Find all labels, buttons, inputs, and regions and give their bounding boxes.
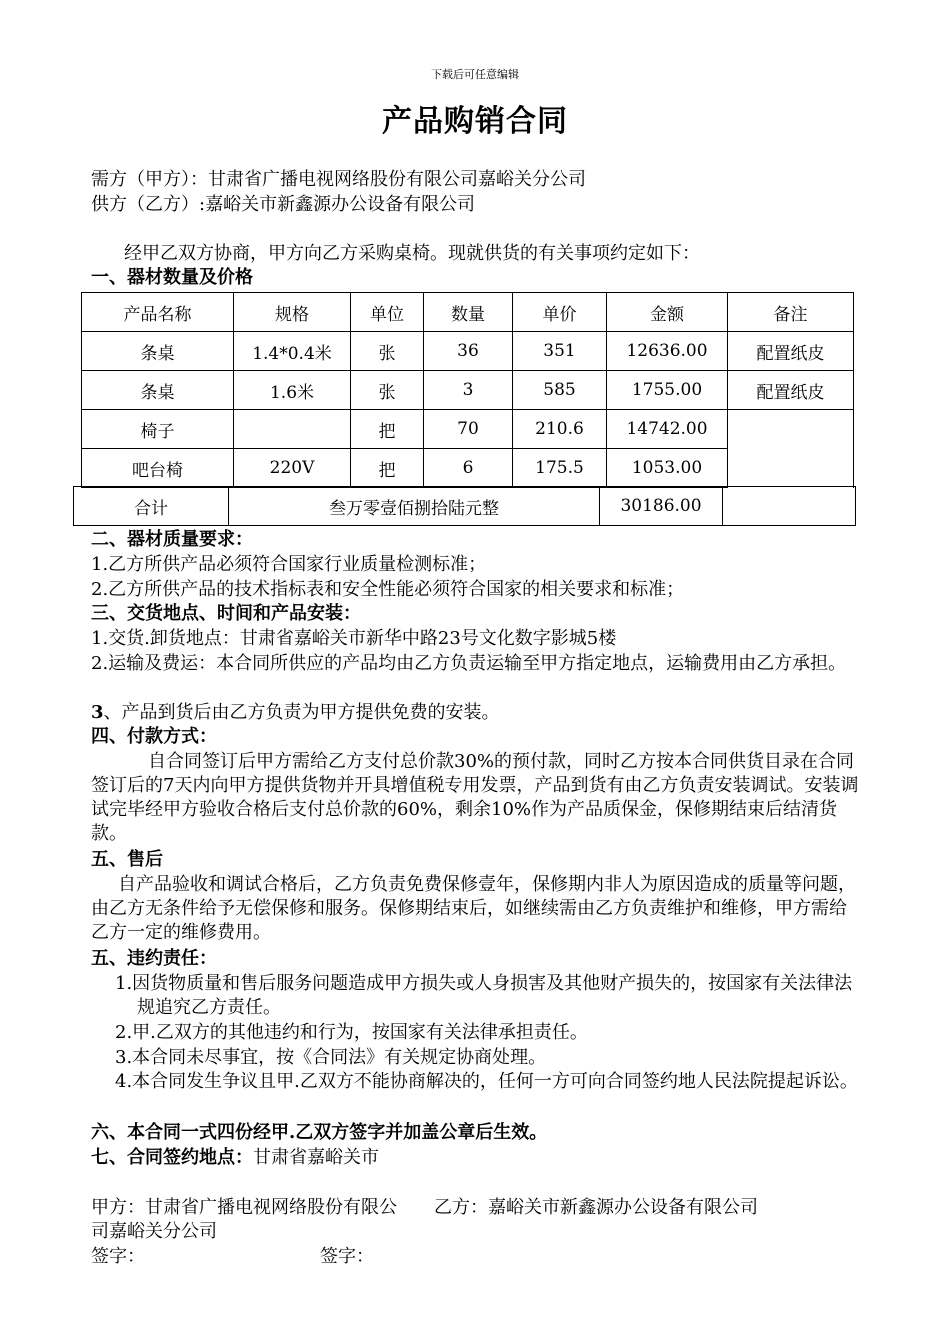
list-item: 3.本合同未尽事宜，按《合同法》有关规定协商处理。 <box>115 1047 547 1068</box>
section-2-title: 二、器材质量要求： <box>91 529 253 550</box>
total-label: 合计 <box>74 487 229 525</box>
header-note: 下载后可任意编辑 <box>431 68 519 81</box>
table-cell: 吧台椅 <box>82 449 234 488</box>
section-1-title: 一、器材数量及价格 <box>91 267 253 288</box>
header-cell: 规格 <box>234 293 351 332</box>
table-cell: 条桌 <box>82 371 234 410</box>
table-cell <box>728 410 854 449</box>
table-cell: 1.4*0.4米 <box>234 332 351 371</box>
table-cell: 220V <box>234 449 351 488</box>
table-cell: 70 <box>424 410 513 449</box>
table-cell: 12636.00 <box>607 332 728 371</box>
header-cell: 备注 <box>728 293 854 332</box>
table-cell: 张 <box>351 332 424 371</box>
list-item: 1.因货物质量和售后服务问题造成甲方损失或人身损害及其他财产损失的，按国家有关法律法规追究乙方责任。 <box>115 973 853 1018</box>
table-cell <box>728 449 854 488</box>
table-cell: 把 <box>351 449 424 488</box>
table-header-row <box>82 293 854 332</box>
table-cell: 36 <box>424 332 513 371</box>
table-cell: 1755.00 <box>607 371 728 410</box>
party-a-name: 甲方：甘肃省广播电视网络股份有限公司嘉峪关分公司 <box>91 1197 397 1242</box>
table-cell: 配置纸皮 <box>728 371 854 410</box>
intro-paragraph: 经甲乙双方协商，甲方向乙方采购桌椅。现就供货的有关事项约定如下： <box>124 243 700 264</box>
list-item: 1.乙方所供产品必须符合国家行业质量检测标准； <box>91 554 487 575</box>
header-cell: 产品名称 <box>82 293 234 332</box>
list-item: 2.乙方所供产品的技术指标表和安全性能必须符合国家的相关要求和标准； <box>91 579 685 600</box>
header-cell: 单位 <box>351 293 424 332</box>
table-cell: 175.5 <box>513 449 607 488</box>
list-item: 2.甲.乙双方的其他违约和行为，按国家有关法律承担责任。 <box>115 1022 588 1043</box>
header-cell: 数量 <box>424 293 513 332</box>
table-cell <box>234 410 351 449</box>
list-item: 4.本合同发生争议且甲.乙双方不能协商解决的，任何一方可向合同签约地人民法院提起诉讼。 <box>115 1071 858 1092</box>
list-item <box>91 701 500 725</box>
table-cell: 1053.00 <box>607 449 728 488</box>
table-cell: 3 <box>424 371 513 410</box>
signing-place-label: 七、合同签约地点： <box>91 1147 253 1168</box>
table-cell: 6 <box>424 449 513 488</box>
total-in-words: 叁万零壹佰捌拾陆元整 <box>229 487 600 525</box>
items-table <box>81 292 854 488</box>
section-4-title: 四、付款方式： <box>91 726 217 747</box>
table-row <box>82 449 854 488</box>
header-cell: 单价 <box>513 293 607 332</box>
table-cell: 椅子 <box>82 410 234 449</box>
section-7-title: 六、本合同一式四份经甲.乙双方签字并加盖公章后生效。 <box>91 1122 548 1143</box>
payment-paragraph: 自合同签订后甲方需给乙方支付总价款30%的预付款，同时乙方按本合同供货目录在合同签订后的7天内向甲方提供货物并开具增值税专用发票，产品到货有由乙方负责安装调试。安装调试完毕经甲方验收合格后支付总价款的60%，剩余10%作为产品质保金，保修期结束后结清货款。 <box>91 751 859 844</box>
table-row <box>82 410 854 449</box>
after-sales-paragraph: 自产品验收和调试合格后，乙方负责免费保修壹年，保修期内非人为原因造成的质量等问题，由乙方无条件给予无偿保修和服务。保修期结束后，如继续需由乙方负责维护和维修，甲方需给乙方一定的维修费用。 <box>91 874 856 943</box>
section-3-title: 三、交货地点、时间和产品安装： <box>91 603 361 624</box>
party-b-name: 乙方：嘉峪关市新鑫源办公设备有限公司 <box>434 1197 758 1218</box>
party-a-signature: 签字： <box>91 1246 145 1267</box>
table-cell: 配置纸皮 <box>728 332 854 371</box>
document-title: 产品购销合同 <box>382 104 568 139</box>
signing-place-line <box>91 1146 379 1170</box>
section-6-title: 五、违约责任： <box>91 948 217 969</box>
item-text: 、产品到货后由乙方负责为甲方提供免费的安装。 <box>103 702 500 723</box>
table-row <box>82 332 854 371</box>
table-cell: 210.6 <box>513 410 607 449</box>
signing-place-value: 甘肃省嘉峪关市 <box>253 1147 379 1168</box>
buyer-line: 需方（甲方）：甘肃省广播电视网络股份有限公司嘉峪关分公司 <box>91 169 586 190</box>
table-cell: 把 <box>351 410 424 449</box>
table-cell: 14742.00 <box>607 410 728 449</box>
table-row <box>82 371 854 410</box>
list-item: 2.运输及费运：本合同所供应的产品均由乙方负责运输至甲方指定地点，运输费用由乙方承担。 <box>91 653 847 674</box>
seller-line: 供方（乙方）:嘉峪关市新鑫源办公设备有限公司 <box>91 194 476 215</box>
table-cell: 条桌 <box>82 332 234 371</box>
total-remark-cell <box>723 487 855 525</box>
table-total-row <box>73 486 856 526</box>
table-cell: 585 <box>513 371 607 410</box>
header-cell: 金额 <box>607 293 728 332</box>
total-amount: 30186.00 <box>600 487 723 525</box>
table-cell: 351 <box>513 332 607 371</box>
item-number: 3 <box>91 702 104 723</box>
table-cell: 1.6米 <box>234 371 351 410</box>
list-item: 1.交货.卸货地点：甘肃省嘉峪关市新华中路23号文化数字影城5楼 <box>91 628 617 649</box>
table-cell: 张 <box>351 371 424 410</box>
party-b-signature: 签字： <box>320 1246 374 1267</box>
section-5-title: 五、售后 <box>91 849 163 870</box>
